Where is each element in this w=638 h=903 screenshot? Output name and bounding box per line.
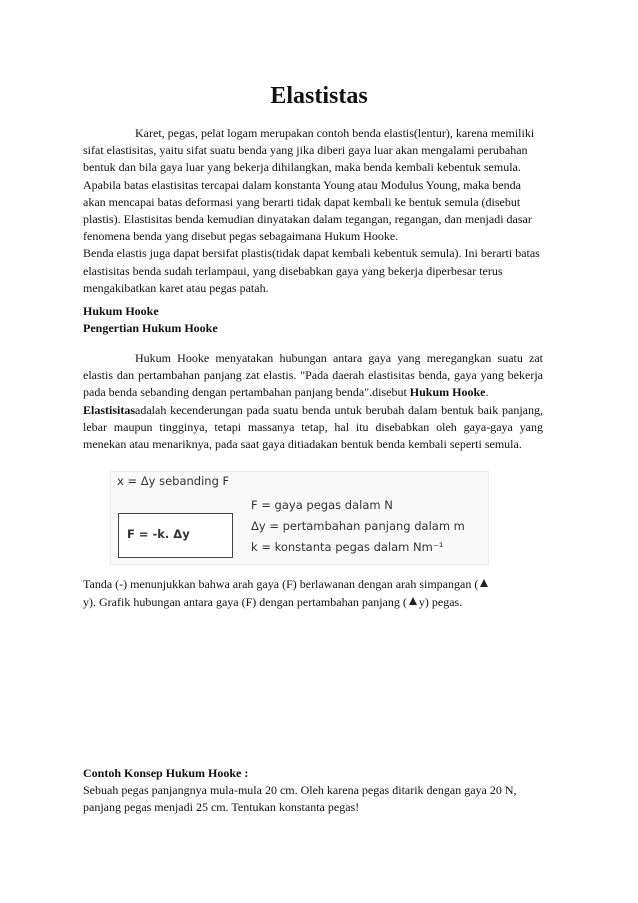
section-heading: Hukum Hooke	[83, 304, 159, 318]
hooke-term: Hukum Hooke	[409, 385, 486, 400]
intro-section	[83, 125, 543, 297]
delta-icon	[409, 597, 417, 605]
elastisitas-text: adalah kecenderungan pada suatu benda untuk berubah dalam bentuk baik panjang, lebar maupun tingginya, tetapi massanya tetap, hal itu disebabkan oleh gaya-gaya yang menekan atau menariknya, pada saat gaya ditiadakan bentuk benda kembali seperti semula.	[83, 402, 543, 452]
hooke-body	[83, 350, 543, 453]
note-paragraph	[83, 575, 543, 611]
formula-equation-box	[118, 513, 233, 558]
formula-figure	[110, 471, 489, 565]
formula-equation: F = -k. Δy	[127, 527, 190, 541]
section-subheading: Pengertian Hukum Hooke	[83, 321, 218, 335]
hooke-paragraph-1-text: Hukum Hooke menyatakan hubungan antara gaya yang meregangkan suatu zat elastis dan pertambahan panjang zat elastis. "Pada daerah elastisitas benda, gaya yang bekerja pada benda sebanding dengan pertambahan panjang benda".disebut	[83, 351, 543, 400]
page-title: Elastistas	[270, 83, 368, 109]
example-section	[83, 765, 543, 816]
hooke-paragraph-1	[83, 350, 543, 402]
hooke-heading-group	[83, 303, 543, 337]
note-text	[83, 575, 543, 611]
delta-icon	[480, 579, 488, 587]
note-text-2: y). Grafik hubungan antara gaya (F) dengan pertambahan panjang (	[83, 595, 407, 609]
example-heading: Contoh Konsep Hukum Hooke :	[83, 766, 249, 780]
definition-delta-y: Δy = pertambahan panjang dalam m	[251, 519, 465, 533]
example-text: Sebuah pegas panjangnya mula-mula 20 cm. Oleh karena pegas ditarik dengan gaya 20 N, panjang pegas menjadi 25 cm. Tentukan konstanta pegas!	[83, 783, 517, 815]
formula-top-line: x = Δy sebanding F	[117, 474, 230, 488]
elastisitas-term: Elastisitas	[83, 402, 136, 417]
intro-paragraph-1: Karet, pegas, pelat logam merupakan contoh benda elastis(lentur), karena memiliki sifat elastisitas, yaitu sifat suatu benda yang jika diberi gaya luar akan mengalami perubahan bentuk dan bila gaya luar yang bekerja dihilangkan, maka benda kembali kebentuk semula. Apabila batas elastisitas tercapai dalam konstanta Young atau Modulus Young, maka benda akan mencapai batas deformasi yang berarti tidak dapat kembali ke bentuk semula (disebut plastis). Elastisitas benda kemudian dinyatakan dalam tegangan, regangan, dan menjadi dasar fenomena benda yang disebut pegas sebagaimana Hukum Hooke.	[83, 126, 535, 244]
definition-force: F = gaya pegas dalam N	[251, 498, 393, 512]
note-text-1: Tanda (-) menunjukkan bahwa arah gaya (F) berlawanan dengan arah simpangan (	[83, 577, 479, 591]
note-text-3: y) pegas.	[418, 595, 463, 609]
hooke-paragraph-1-end: .	[485, 385, 489, 400]
intro-paragraph-2: Benda elastis juga dapat bersifat plastis(tidak dapat kembali kebentuk semula). Ini berarti batas elastisitas benda sudah terlampaui, yang disebabkan gaya yang bekerja diperbesar terus mengakibatkan karet atau pegas patah.	[83, 246, 540, 295]
definition-constant: k = konstanta pegas dalam Nm⁻¹	[251, 540, 444, 554]
elastisitas-paragraph	[83, 402, 543, 454]
